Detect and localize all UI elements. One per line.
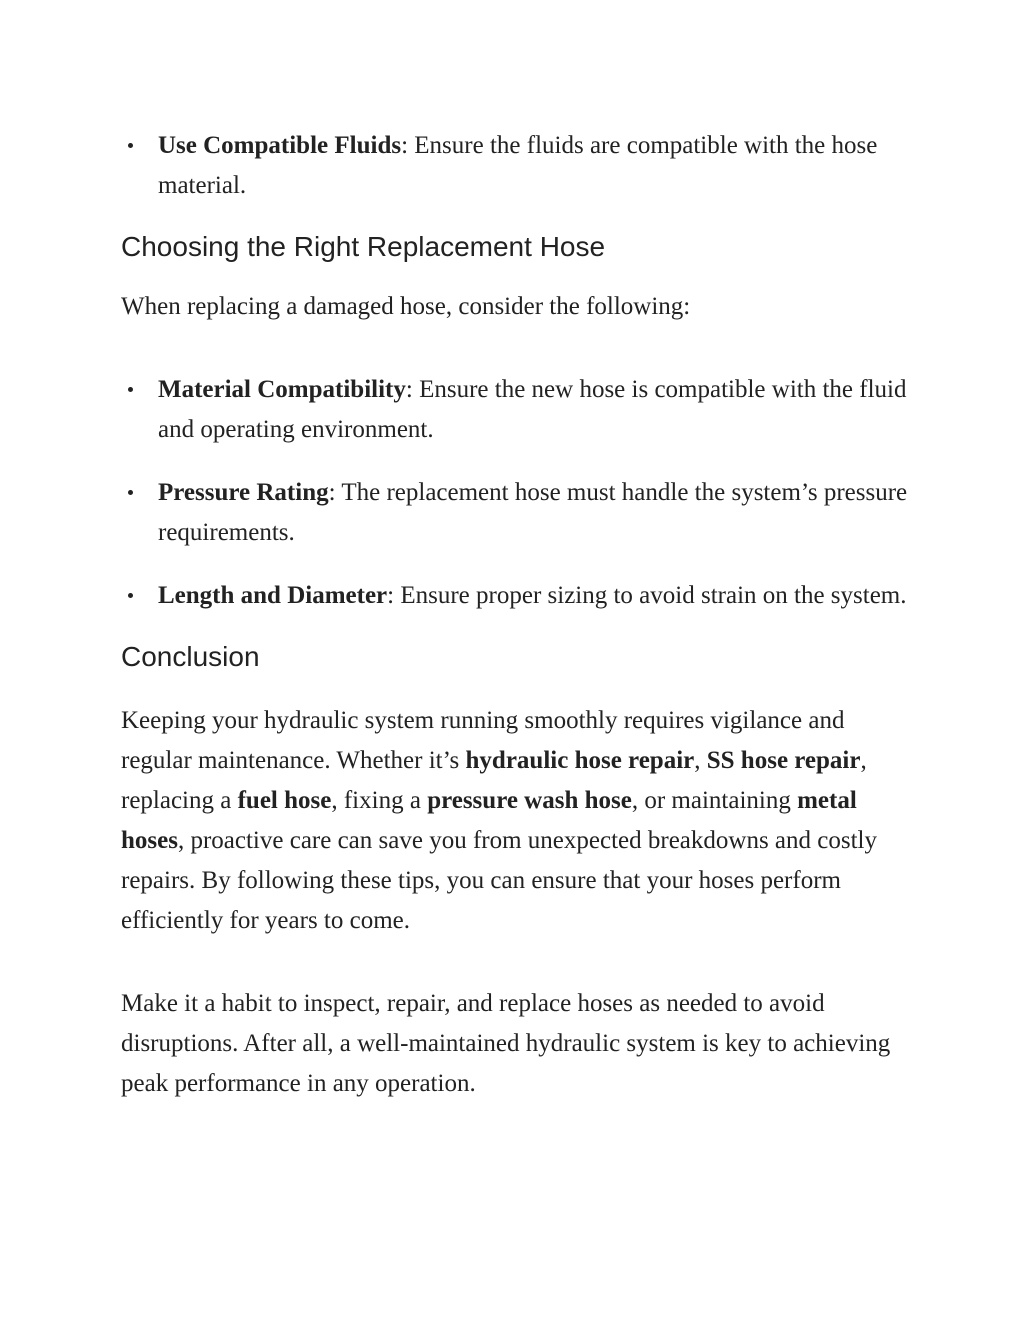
intro-paragraph: When replacing a damaged hose, consider the following: [121,293,691,320]
section-heading-choosing: Choosing the Right Replacement Hose [121,231,606,262]
document-page [121,126,911,1104]
conclusion-text: , [694,747,707,774]
list-item-term: Material Compatibility [158,376,406,403]
keyword-pressure-wash-hose: pressure wash hose [427,787,632,814]
conclusion-text: Keeping your hydraulic system running smoothly requires vigilance and regular maintenance. Whether it’s [121,707,845,774]
bullet-icon [128,593,133,598]
keyword-hydraulic-hose-repair: hydraulic hose repair [465,747,695,774]
list-item-term: Pressure Rating [158,479,329,506]
keyword-metal-hoses: metal hoses [121,787,857,854]
conclusion-text: , fixing a [331,787,428,814]
list-item [121,370,911,450]
list-item [121,126,911,206]
conclusion-text: , or maintaining [631,787,798,814]
keyword-fuel-hose: fuel hose [237,787,332,814]
list-item [121,473,911,553]
replacement-criteria-list [121,370,911,616]
list-item-description: : The replacement hose must handle the system’s pressure requirements. [158,479,908,546]
fluid-tips-list [121,126,911,206]
bullet-icon [128,490,133,495]
bullet-icon [128,143,133,148]
list-item-description: : Ensure the new hose is compatible with the fluid and operating environment. [158,376,907,443]
conclusion-text: , replacing a [121,747,867,814]
list-item [121,576,911,616]
conclusion-paragraph-2: Make it a habit to inspect, repair, and replace hoses as needed to avoid disruptions. After all, a well-maintained hydraulic system is key to achieving peak performance in any operation. [121,990,891,1097]
list-item-term: Use Compatible Fluids [158,132,402,159]
section-heading-conclusion: Conclusion [121,641,260,672]
list-item-description: : Ensure the fluids are compatible with the hose material. [158,132,878,199]
list-item-description: : Ensure proper sizing to avoid strain on the system. [387,582,907,609]
conclusion-paragraph-1 [121,701,911,941]
list-item-term: Length and Diameter [158,582,388,609]
bullet-icon [128,387,133,392]
conclusion-text: , proactive care can save you from unexpected breakdowns and costly repairs. By following these tips, you can ensure that your hoses perform efficiently for years to come. [121,827,877,934]
keyword-ss-hose-repair: SS hose repair [706,747,861,774]
